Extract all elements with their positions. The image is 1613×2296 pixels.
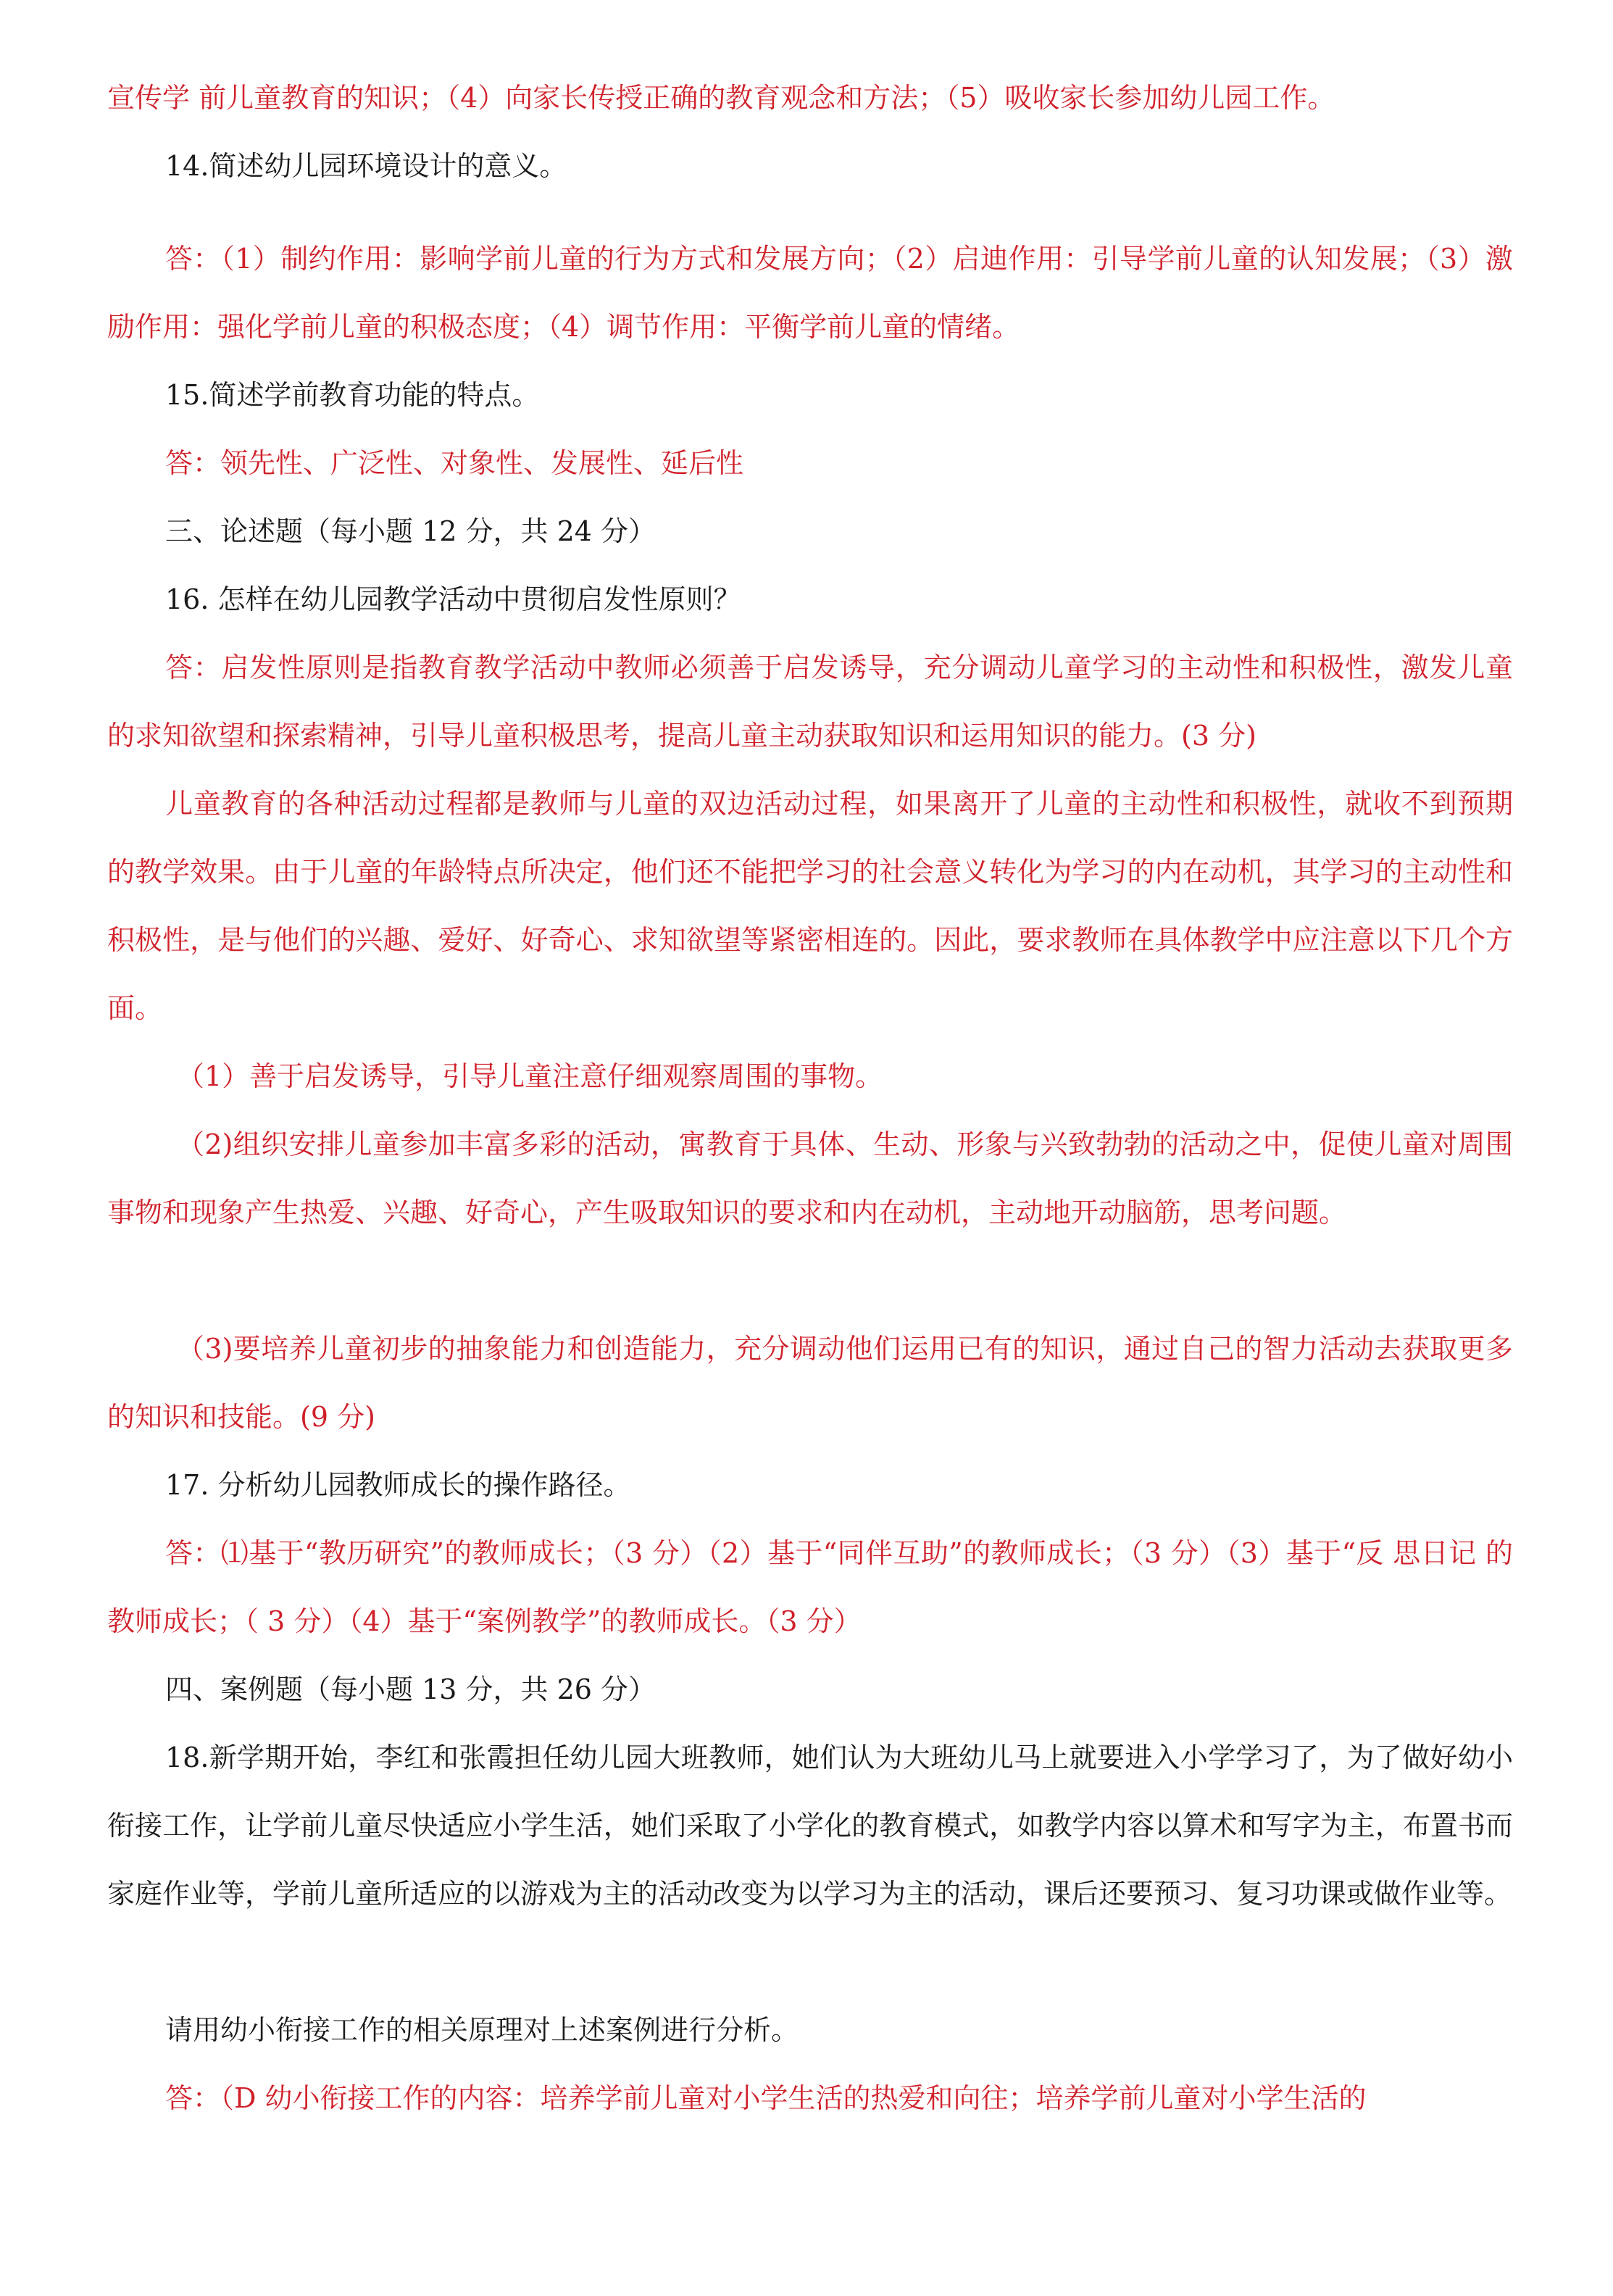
question-14: 14.简述幼儿园环境设计的意义。 bbox=[165, 150, 567, 182]
answer-16-body: 儿童教育的各种活动过程都是教师与儿童的双边活动过程，如果离开了儿童的主动性和积极性，就收不到预期的教学效果。由于儿童的年龄特点所决定，他们还不能把学习的社会意义转化为学习的内在动机，其学习的主动性和积极性，是与他们的兴趣、爱好、好奇心、求知欲望等紧密相连的。因此，要求教师在具体教学中应注意以下几个方面。 bbox=[107, 788, 1513, 1024]
question-17: 17. 分析幼儿园教师成长的操作路径。 bbox=[165, 1469, 631, 1501]
answer-17: 答：⑴基于“教历研究”的教师成长；（3 分）（2）基于“同伴互助”的教师成长；（3 分）（3）基于“反 思日记 的教师成长；（ 3 分）（4）基于“案例教学”的教师成长。（3 分） bbox=[107, 1537, 1513, 1637]
question-16: 16. 怎样在幼儿园教学活动中贯彻启发性原则？ bbox=[165, 583, 741, 615]
question-18-prompt: 请用幼小衔接工作的相关原理对上述案例进行分析。 bbox=[165, 2014, 799, 2046]
question-18-case: 18.新学期开始，李红和张霞担任幼儿园大班教师，她们认为大班幼儿马上就要进入小学学习了，为了做好幼小衔接工作，让学前儿童尽快适应小学生活，她们采取了小学化的教育模式，如教学内容以算术和写字为主，布置书而家庭作业等，学前儿童所适应的以游戏为主的活动改变为以学习为主的活动，课后还要预习、复习功课或做作业等。 bbox=[107, 1742, 1513, 1910]
answer-16-point-2: （2)组织安排儿童参加丰富多彩的活动，寓教育于具体、生动、形象与兴致勃勃的活动之中，促使儿童对周围事物和现象产生热爱、兴趣、好奇心，产生吸取知识的要求和内在动机，主动地开动脑筋，思考问题。 bbox=[107, 1128, 1513, 1228]
answer-14: 答：（1）制约作用：影响学前儿童的行为方式和发展方向；（2）启迪作用：引导学前儿童的认知发展；（3）激励作用：强化学前儿童的积极态度；（4）调节作用：平衡学前儿童的情绪。 bbox=[107, 243, 1513, 343]
section-heading-case: 四、案例题（每小题 13 分，共 26 分） bbox=[165, 1673, 657, 1705]
paragraph-parent-communication: 宣传学 前儿童教育的知识；（4）向家长传授正确的教育观念和方法；（5）吸收家长参加幼儿园工作。 bbox=[107, 82, 1335, 114]
answer-16-point-1: （1）善于启发诱导，引导儿童注意仔细观察周围的事物。 bbox=[177, 1060, 883, 1092]
section-heading-essay: 三、论述题（每小题 12 分，共 24 分） bbox=[165, 515, 657, 547]
answer-16-intro: 答：启发性原则是指教育教学活动中教师必须善于启发诱导，充分调动儿童学习的主动性和积极性，激发儿童的求知欲望和探索精神，引导儿童积极思考，提高儿童主动获取知识和运用知识的能力。(3 分) bbox=[107, 652, 1513, 752]
answer-16-point-3: （3)要培养儿童初步的抽象能力和创造能力，充分调动他们运用已有的知识，通过自己的智力活动去获取更多的知识和技能。(9 分) bbox=[107, 1333, 1513, 1433]
answer-15: 答：领先性、广泛性、对象性、发展性、延后性 bbox=[165, 447, 744, 479]
question-15: 15.简述学前教育功能的特点。 bbox=[165, 379, 540, 411]
answer-18-start: 答：（D 幼小衔接工作的内容：培养学前儿童对小学生活的热爱和向往；培养学前儿童对小学生活的 bbox=[165, 2082, 1367, 2114]
